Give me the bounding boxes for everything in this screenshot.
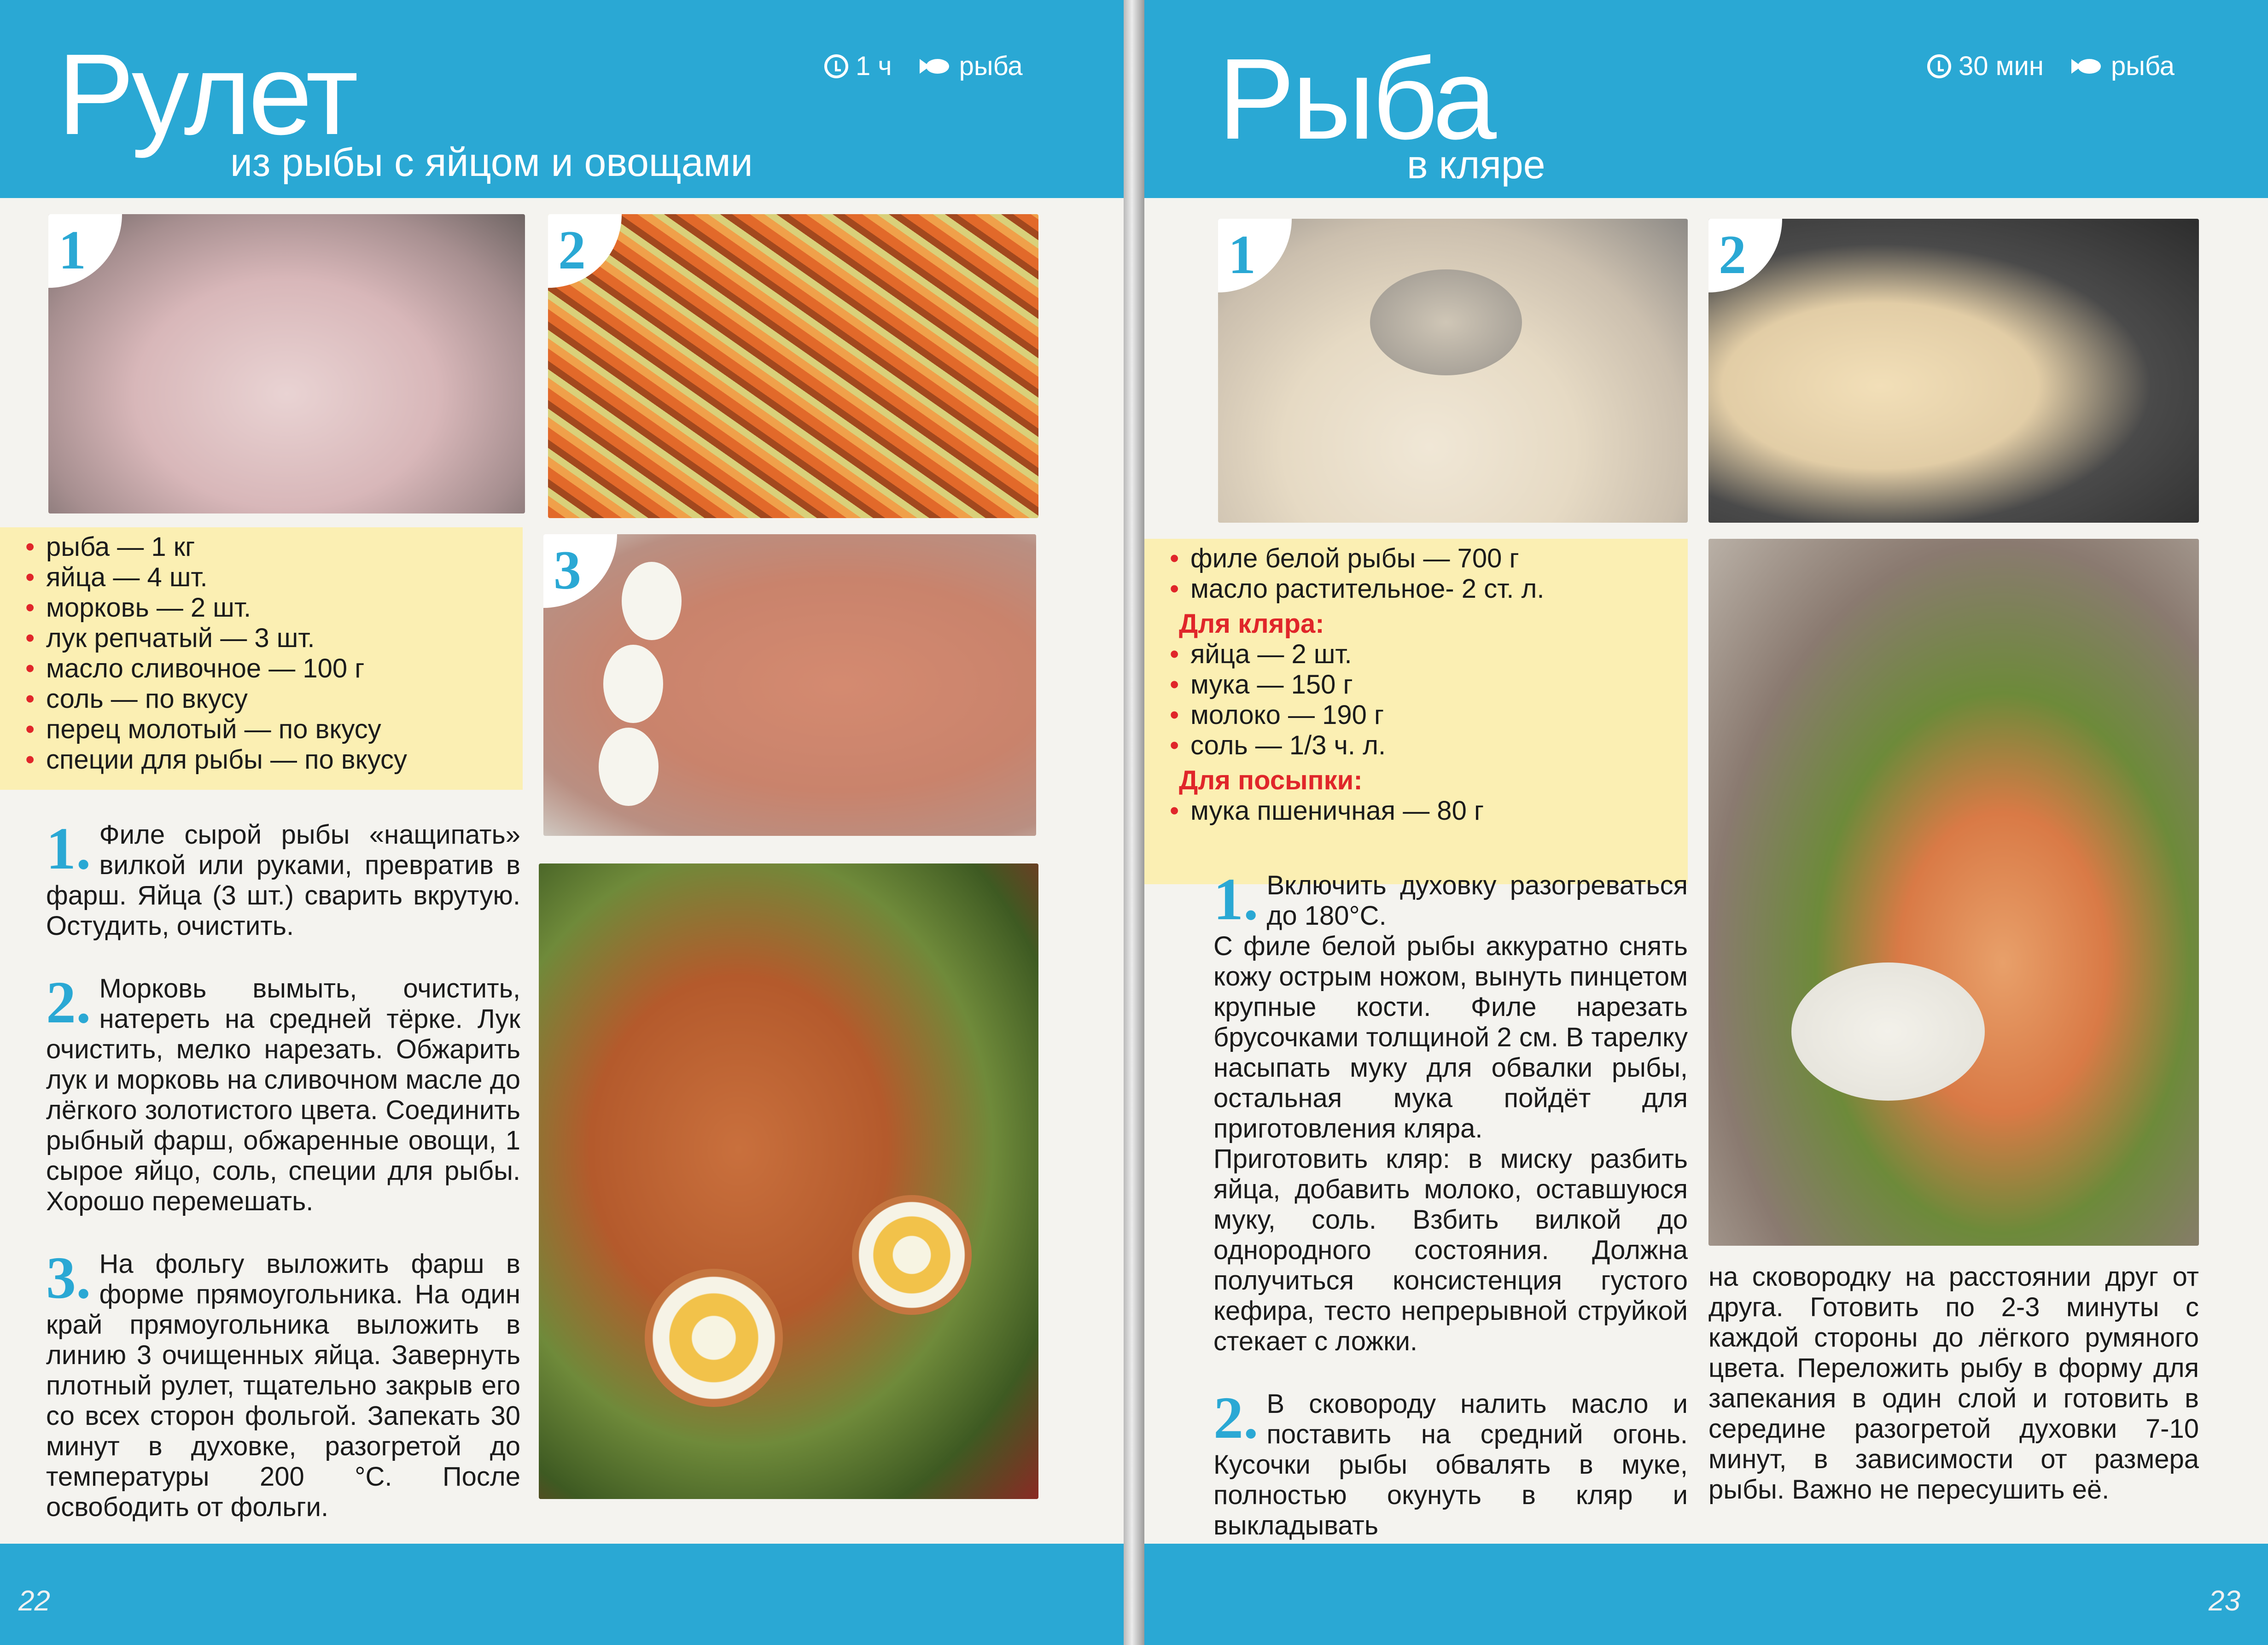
step-lead: Включить духовку разогреваться до 180°С. [1266, 870, 1688, 931]
continuation-text: на сковородку на расстоянии друг от друга. Готовить по 2-3 минуты с каждой стороны до лёгкого румяного цвета. Переложить рыбу в форму для запекания в один слой и готовить в середине разогретой духовки 7-10 минут, в зависимости от размера рыбы. Важно не пересушить её. [1708, 1262, 2199, 1505]
clock-icon [824, 54, 848, 78]
steps-column [46, 816, 520, 1555]
batter-heading: Для кляра: [1179, 609, 1324, 639]
ingredient-item: • яйца — 2 шт. [1190, 639, 1674, 670]
recipe-subtitle: в кляре [1407, 143, 1545, 187]
photo-number: 2 [1708, 219, 1782, 292]
step-text: Приготовить кляр: в миску разбить яйца, добавить молоко, оставшуюся муку, соль. Взбить вилкой до однородного состояния. Должна получиться консистенция густого кефира, тесто непрерывной струйкой стекает с ложки. [1213, 1144, 1688, 1356]
ingredients-list [46, 532, 509, 775]
step-text: На фольгу выложить фарш в форме прямоугольника. На один край прямоугольника выложить в линию 3 очищенных яйца. Завернуть плотный рулет, тщательно закрыв его со всех сторон фольгой. Запекать 30 минут в духовке, разогретой до температуры 200 °С. После освободить от фольги. [46, 1249, 520, 1522]
photo-number: 1 [1218, 219, 1292, 292]
ingredient-item: • лук репчатый — 3 шт. [46, 623, 509, 653]
book-gutter [1124, 0, 1144, 1645]
ingredient-item: • филе белой рыбы — 700 г [1190, 543, 1674, 574]
ingredient-item: • масло сливочное — 100 г [46, 653, 509, 684]
step-number: 1 . [46, 823, 91, 874]
fish-icon [920, 57, 952, 76]
ingredient-item: • мука пшеничная — 80 г [1190, 796, 1674, 826]
ingredient-item: • мука — 150 г [1190, 670, 1674, 700]
egg-shape [599, 728, 659, 806]
ingredient-item: • молоко — 190 г [1190, 700, 1674, 730]
recipe-step [46, 816, 520, 941]
ingredient-item: • соль — по вкусу [46, 684, 509, 714]
step-text: В сковороду налить масло и поставить на средний огонь. Кусочки рыбы обвалять в муке, полностью окунуть в кляр и выкладывать [1213, 1389, 1688, 1540]
step-number: 1 . [1213, 874, 1259, 925]
ingredient-item: • яйца — 4 шт. [46, 562, 509, 593]
step-number: 2 . [46, 977, 91, 1028]
step-photo-1 [1218, 219, 1688, 523]
ingredient-item: • морковь — 2 шт. [46, 593, 509, 623]
category-label: рыба [2111, 51, 2175, 81]
step-text: Филе сырой рыбы «нащипать» вилкой или руками, превратив в фарш. Яйца (3 шт.) сварить вкрутую. Остудить, очистить. [46, 820, 520, 941]
photo-number: 1 [48, 214, 122, 288]
photo-number: 2 [548, 214, 622, 288]
ingredient-item: • рыба — 1 кг [46, 532, 509, 562]
recipe-meta [824, 51, 1023, 82]
right-footer [1144, 1544, 2268, 1645]
step-photo-2 [1708, 219, 2199, 523]
dish-photo [1708, 539, 2199, 1246]
step-text: С филе белой рыбы аккуратно снять кожу острым ножом, вынуть пинцетом крупные кости. Филе нарезать брусочками толщиной 2 см. В тарелку насыпать муку для обвалки рыбы, остальная мука пойдёт для приготовления кляра. [1213, 931, 1688, 1143]
left-footer [0, 1544, 1124, 1645]
recipe-step [1213, 1385, 1688, 1541]
cook-time: 30 мин [1959, 51, 2044, 81]
ladle-shape [1370, 269, 1522, 375]
sauce-bowl [1791, 962, 1985, 1101]
dish-photo [539, 863, 1038, 1499]
coating-list [1190, 796, 1674, 826]
egg-shape [603, 645, 663, 723]
recipe-title: Рыба [1218, 35, 1494, 163]
recipe-subtitle: из рыбы с яйцом и овощами [230, 140, 753, 185]
right-page [1144, 0, 2268, 1645]
ingredients-box [0, 527, 523, 790]
left-page [0, 0, 1124, 1645]
ingredient-item: • соль — 1/3 ч. л. [1190, 730, 1674, 761]
fish-icon [2071, 57, 2104, 76]
photo-number: 3 [543, 534, 617, 608]
category-label: рыба [959, 51, 1023, 81]
steps-column [1213, 866, 1688, 1573]
batter-list [1190, 639, 1674, 761]
ingredients-box [1144, 539, 1688, 884]
egg-slice [645, 1269, 783, 1407]
step-number: 2 . [1213, 1393, 1259, 1443]
cook-time: 1 ч [856, 51, 892, 81]
step-photo-2 [548, 214, 1038, 518]
step-photo-1 [48, 214, 525, 513]
recipe-title: Рулет [58, 30, 356, 158]
ingredients-list [1190, 543, 1674, 604]
recipe-step [1213, 866, 1688, 1357]
step-number: 3 . [46, 1253, 91, 1303]
egg-shape [622, 562, 682, 640]
clock-icon [1927, 54, 1951, 78]
egg-slice [852, 1195, 972, 1315]
ingredient-item: • специи для рыбы — по вкусу [46, 745, 509, 775]
step-photo-3 [543, 534, 1036, 836]
recipe-step [46, 1245, 520, 1522]
page-number: 22 [18, 1585, 50, 1617]
page-number: 23 [2209, 1585, 2240, 1617]
step-continuation [1708, 1262, 2199, 1505]
step-text: Морковь вымыть, очистить, натереть на средней тёрке. Лук очистить, мелко нарезать. Обжарить лук и морковь на сливочном масле до лёгкого золотистого цвета. Соединить рыбный фарш, обжаренные овощи, 1 сырое яйцо, соль, специи для рыбы. Хорошо перемешать. [46, 974, 520, 1216]
ingredient-item: • перец молотый — по вкусу [46, 714, 509, 745]
recipe-meta [1927, 51, 2175, 82]
coating-heading: Для посыпки: [1179, 765, 1363, 795]
ingredient-item: • масло растительное- 2 ст. л. [1190, 574, 1674, 604]
recipe-step [46, 969, 520, 1217]
